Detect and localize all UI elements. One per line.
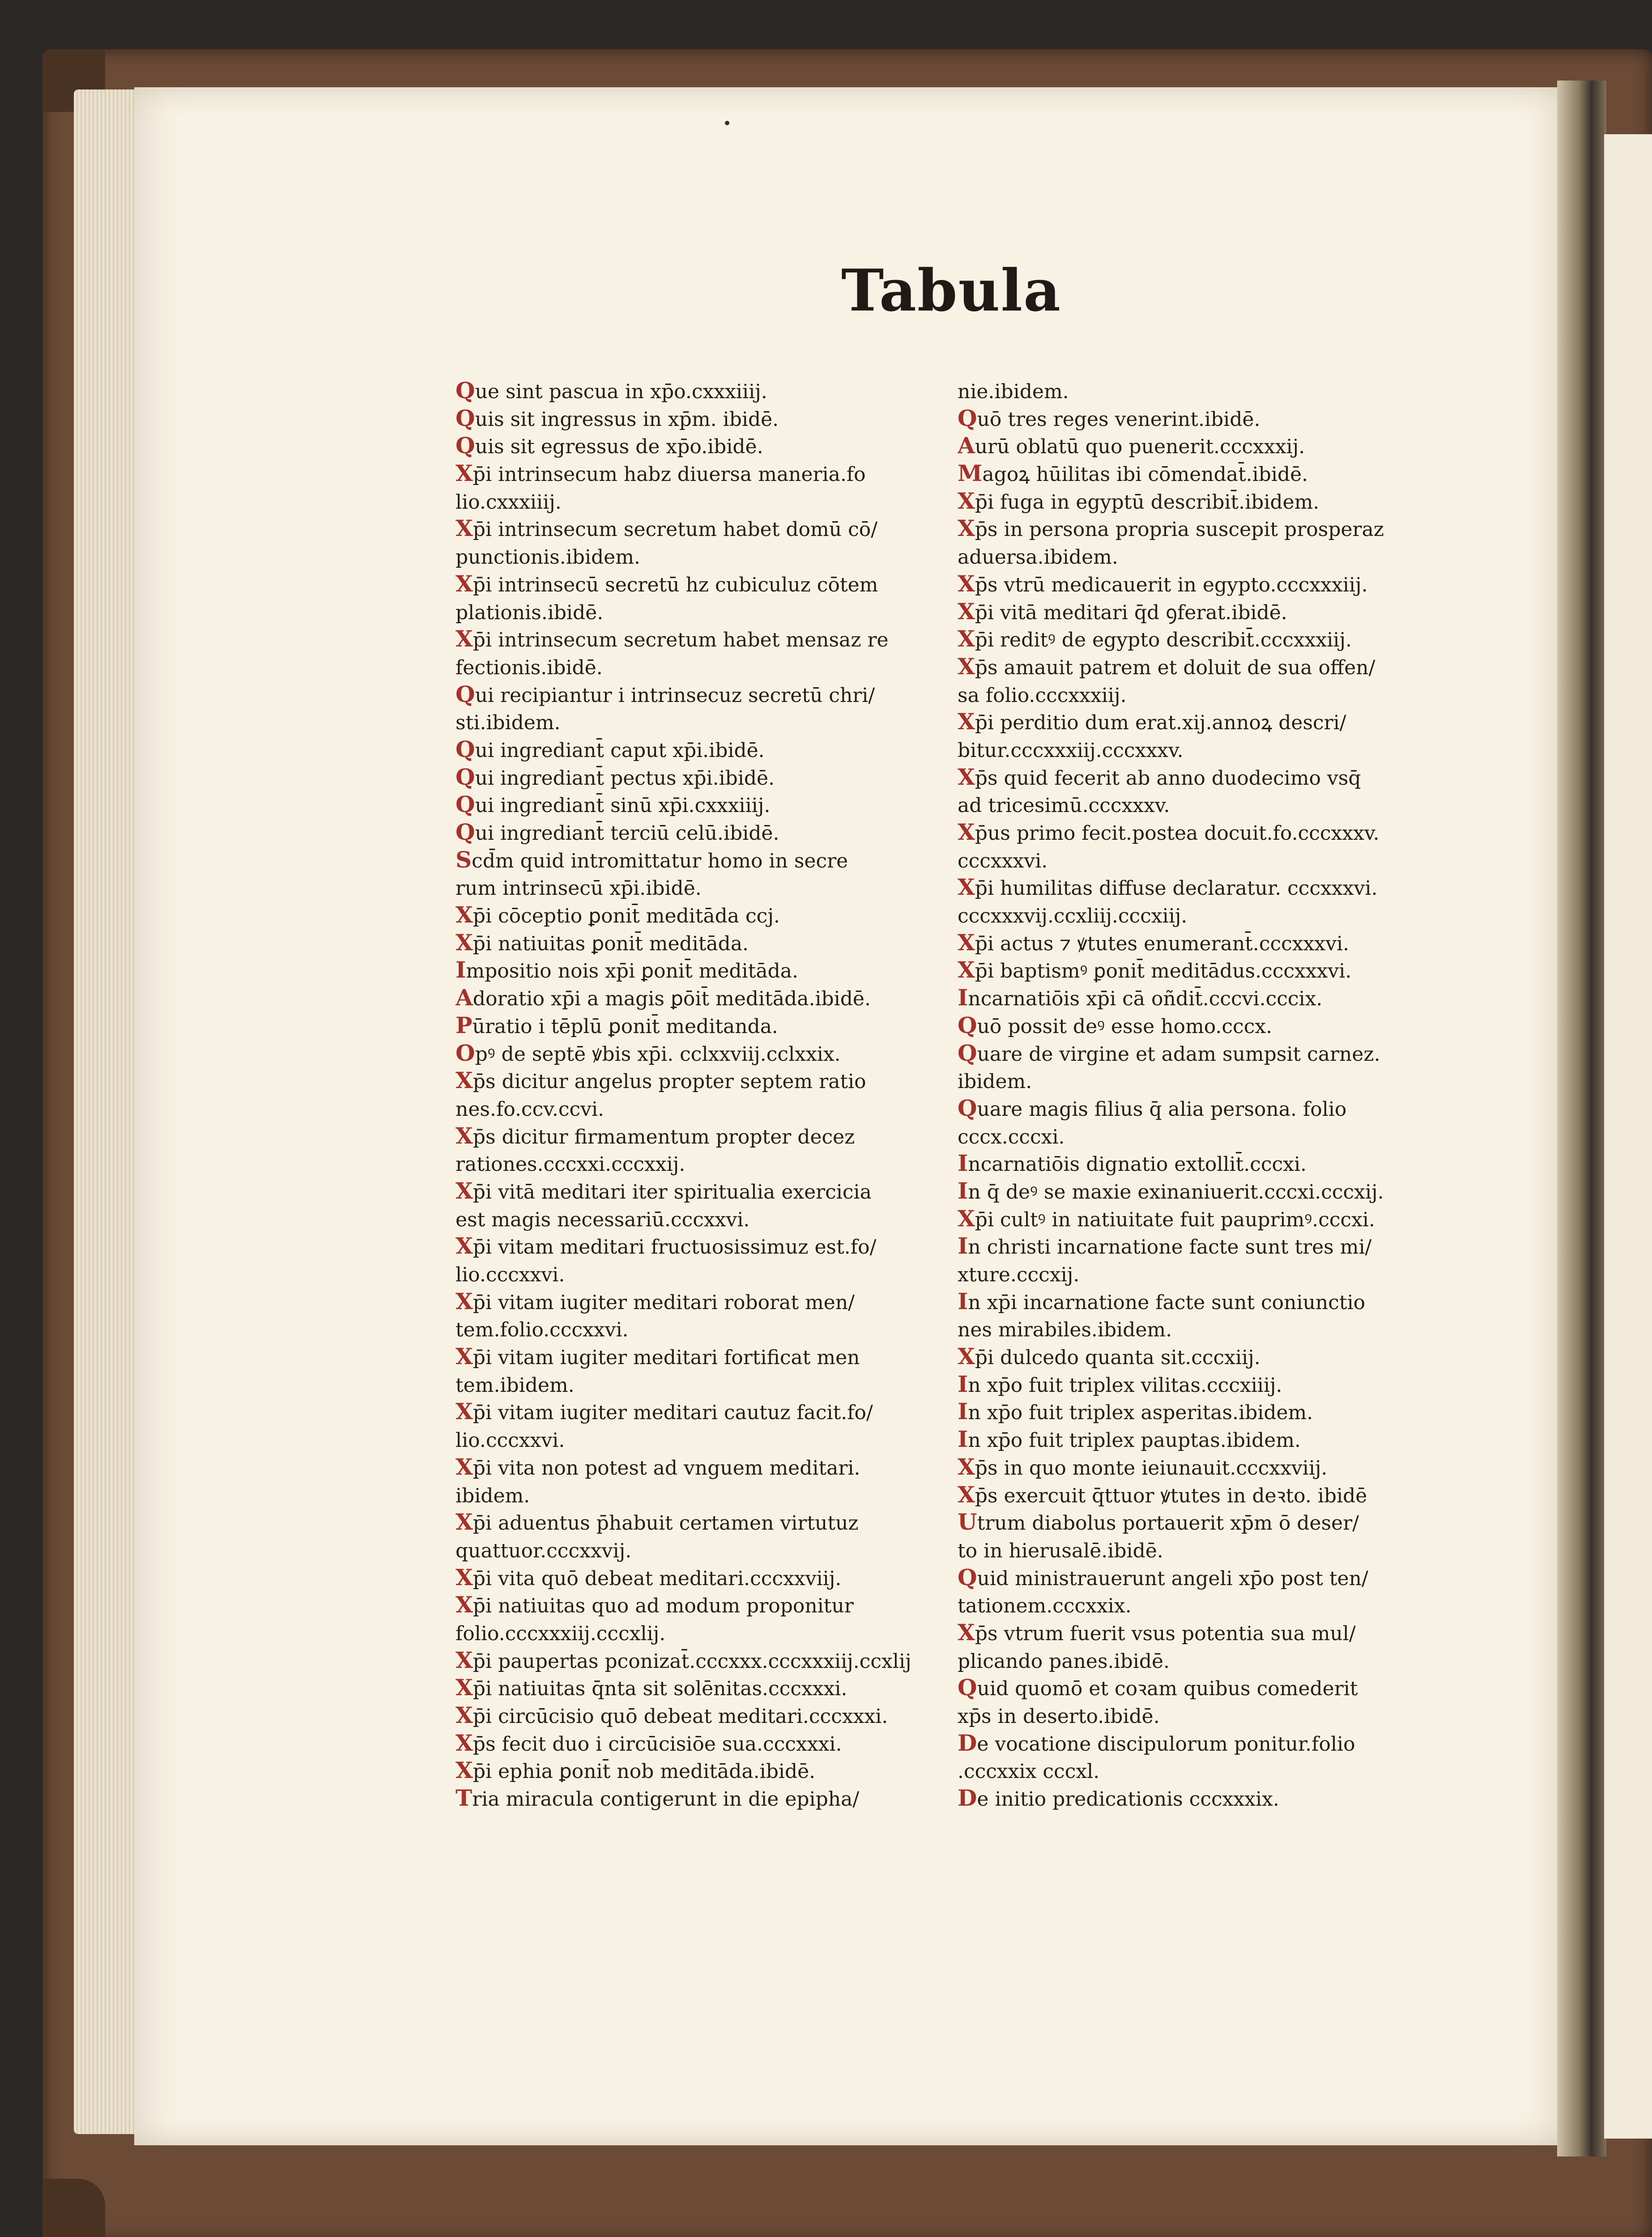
page-edges xyxy=(74,89,141,2134)
rubricated-initial: X xyxy=(456,1757,473,1784)
rubricated-initial: A xyxy=(958,432,975,459)
entry-text: lio.cccxxvi. xyxy=(456,1263,565,1286)
index-entry-line xyxy=(456,901,930,929)
index-entry-line xyxy=(456,1619,930,1646)
rubricated-initial: I xyxy=(958,1426,968,1453)
rubricated-initial: X xyxy=(456,902,473,928)
entry-text: uare de virgine et adam sumpsit carnez. xyxy=(977,1042,1380,1066)
index-entry-line xyxy=(958,873,1432,901)
entry-text: p̄s in quo monte ieiunauit.cccxxviij. xyxy=(975,1456,1328,1480)
entry-text: .cccxxix cccxl. xyxy=(958,1760,1100,1783)
entry-text: ad tricesimū.cccxxxv. xyxy=(958,794,1170,817)
rubricated-initial: X xyxy=(958,819,975,845)
rubricated-initial: Q xyxy=(456,377,475,404)
entry-text: p̄i humilitas diffuse declaratur. cccxxxvi. xyxy=(975,877,1378,900)
rubricated-initial: X xyxy=(958,625,975,652)
rubricated-initial: X xyxy=(456,1177,473,1204)
rubricated-initial: I xyxy=(958,1177,968,1204)
rubricated-initial: X xyxy=(456,1067,473,1094)
entry-text: p̄i intrinsecum habz diuersa maneria.fo xyxy=(473,463,866,486)
entry-text: fectionis.ibidē. xyxy=(456,656,603,679)
index-entry-line xyxy=(456,708,930,736)
rubricated-initial: X xyxy=(456,1702,473,1728)
index-entry-line xyxy=(456,1288,930,1315)
entry-text: uis sit ingressus in xp̄m. ibidē. xyxy=(475,408,779,431)
entry-text: p̄i dulcedo quanta sit.cccxiij. xyxy=(975,1346,1260,1369)
index-entry-line xyxy=(456,680,930,708)
rubricated-initial: X xyxy=(958,570,975,597)
entry-text: ncarnatiōis xp̄i cā oñdit̄.cccvi.cccix. xyxy=(968,987,1323,1011)
entry-text: est magis necessariū.cccxxvi. xyxy=(456,1208,750,1231)
index-entry-line xyxy=(958,1591,1432,1619)
entry-text: tem.folio.cccxxvi. xyxy=(456,1318,629,1342)
entry-text: e initio predicationis cccxxxix. xyxy=(977,1788,1279,1811)
index-entry-line xyxy=(456,1481,930,1509)
entry-text: mpositio nois xp̄i ꝑonit̄ meditāda. xyxy=(466,960,798,983)
entry-text: p̄i vita non potest ad vnguem meditari. xyxy=(473,1456,860,1480)
entry-text: uō tres reges venerint.ibidē. xyxy=(977,408,1260,431)
rubricated-initial: Q xyxy=(958,404,977,431)
rubricated-initial: M xyxy=(958,460,983,487)
entry-text: p̄i natiuitas ꝑonit̄ meditāda. xyxy=(473,932,749,955)
entry-text: doratio xp̄i a magis ꝑōit̄ meditāda.ibidē. xyxy=(473,987,871,1011)
entry-text: p̄s vtrū medicauerit in egypto.cccxxxiij. xyxy=(975,573,1368,596)
rubricated-initial: X xyxy=(958,1481,975,1508)
entry-text: sti.ibidem. xyxy=(456,711,561,735)
index-entry-line xyxy=(958,956,1432,984)
rubricated-initial: X xyxy=(456,1674,473,1701)
entry-text: p̄i aduentus p̄habuit certamen virtutuz xyxy=(473,1512,859,1535)
entry-text: ibidem. xyxy=(456,1484,530,1507)
entry-text: cccxxxvij.ccxliij.cccxiij. xyxy=(958,905,1188,928)
entry-text: ui ingrediant̄ terciū celū.ibidē. xyxy=(475,822,779,845)
entry-text: quattuor.cccxxvij. xyxy=(456,1539,632,1562)
index-entry-line xyxy=(456,1398,930,1425)
entry-text: p̄i baptismꝰ ꝑonit̄ meditādus.cccxxxvi. xyxy=(975,960,1352,983)
entry-text: p̄s amauit patrem et doluit de sua offen/ xyxy=(975,656,1375,679)
rubricated-initial: Q xyxy=(456,432,475,459)
entry-text: ūratio i tēplū ꝑonit̄ meditanda. xyxy=(472,1015,778,1038)
index-entry-line xyxy=(958,432,1432,459)
index-entry-line xyxy=(958,1536,1432,1564)
index-entry-line xyxy=(958,625,1432,653)
index-entry-line xyxy=(958,1756,1432,1784)
rubricated-initial: U xyxy=(958,1509,977,1535)
entry-text: ui ingrediant̄ pectus xp̄i.ibidē. xyxy=(475,766,775,790)
index-entry-line xyxy=(456,1149,930,1177)
rubricated-initial: X xyxy=(958,1343,975,1370)
entry-text: to in hierusalē.ibidē. xyxy=(958,1539,1163,1562)
entry-text: p̄s quid fecerit ab anno duodecimo vsq̄ xyxy=(975,766,1361,790)
rubricated-initial: T xyxy=(456,1785,473,1812)
index-entry-line xyxy=(958,1288,1432,1315)
index-entry-line xyxy=(456,487,930,515)
rubricated-initial: I xyxy=(456,957,466,983)
index-entry-line xyxy=(958,459,1432,487)
index-entry-line xyxy=(958,1260,1432,1288)
entry-text: p̄us primo fecit.postea docuit.fo.cccxxxv. xyxy=(975,822,1380,845)
index-entry-line xyxy=(958,1122,1432,1150)
rubricated-initial: Q xyxy=(456,763,475,790)
entry-text: n q̄ deꝰ se maxie exinaniuerit.cccxi.cccxij. xyxy=(968,1180,1384,1204)
entry-text: folio.cccxxxiij.cccxlij. xyxy=(456,1622,666,1645)
entry-text: n xp̄i incarnatione facte sunt coniunctio xyxy=(968,1291,1366,1314)
entry-text: p̄i paupertas pconizat̄.cccxxx.cccxxxiij.ccxlij xyxy=(473,1650,911,1673)
entry-text: tem.ibidem. xyxy=(456,1374,575,1397)
index-entry-line xyxy=(456,542,930,570)
entry-text: punctionis.ibidem. xyxy=(456,546,640,569)
index-entry-line xyxy=(456,625,930,653)
index-entry-line xyxy=(456,1729,930,1757)
index-entry-line xyxy=(958,1315,1432,1343)
index-entry-line xyxy=(456,1370,930,1398)
rubricated-initial: I xyxy=(958,1370,968,1397)
index-entry-line xyxy=(456,1232,930,1260)
book-gutter xyxy=(1557,81,1606,2156)
index-entry-line xyxy=(456,984,930,1012)
entry-text: ui ingrediant̄ caput xp̄i.ibidē. xyxy=(475,739,765,762)
index-entry-line xyxy=(958,1784,1432,1812)
entry-text: agoꝝ hūilitas ibi cōmendat̄.ibidē. xyxy=(982,463,1308,486)
index-entry-line xyxy=(456,1646,930,1674)
index-entry-line xyxy=(958,791,1432,818)
index-entry-line xyxy=(456,1425,930,1453)
rubricated-initial: X xyxy=(456,1591,473,1618)
rubricated-initial: X xyxy=(958,487,975,514)
entry-text: nes mirabiles.ibidem. xyxy=(958,1318,1172,1342)
index-entry-line xyxy=(958,487,1432,515)
index-entry-line xyxy=(456,515,930,542)
entry-text: p̄i ephia ꝑonit̄ nob meditāda.ibidē. xyxy=(473,1760,816,1783)
index-entry-line xyxy=(456,1536,930,1564)
entry-text: lio.cxxxiiij. xyxy=(456,490,562,514)
rubricated-initial: X xyxy=(456,515,473,542)
entry-text: e vocatione discipulorum ponitur.folio xyxy=(977,1732,1355,1756)
entry-text: ria miracula contigerunt in die epipha/ xyxy=(472,1788,860,1811)
index-entry-line xyxy=(456,1177,930,1205)
entry-text: p̄i vitā meditari iter spiritualia exercicia xyxy=(473,1180,872,1204)
index-entry-line xyxy=(456,1508,930,1536)
rubricated-initial: X xyxy=(456,1343,473,1370)
index-entry-line xyxy=(456,736,930,763)
entry-text: p̄i vitam iugiter meditari fortificat men xyxy=(473,1346,860,1369)
index-entry-line xyxy=(456,791,930,818)
entry-text: p̄i natiuitas q̄nta sit solēnitas.cccxxxi. xyxy=(473,1677,847,1701)
rubricated-initial: Q xyxy=(456,404,475,431)
entry-text: uid quomō et coꝛam quibus comederit xyxy=(977,1677,1358,1701)
index-entry-line xyxy=(958,818,1432,846)
entry-text: rationes.cccxxi.cccxxij. xyxy=(456,1153,685,1176)
entry-text: p̄s fecit duo i circūcisiōe sua.cccxxxi. xyxy=(473,1732,842,1756)
index-entry-line xyxy=(456,1453,930,1481)
rubricated-initial: I xyxy=(958,1288,968,1314)
rubricated-initial: X xyxy=(958,1453,975,1480)
entry-text: p̄i cōceptio ꝑonit̄ meditāda ccj. xyxy=(473,905,780,928)
index-entry-line xyxy=(958,1425,1432,1453)
entry-text: rum intrinsecū xp̄i.ibidē. xyxy=(456,877,702,900)
index-entry-line xyxy=(456,377,930,404)
index-entry-line xyxy=(958,901,1432,929)
index-entry-line xyxy=(456,763,930,791)
index-entry-line xyxy=(456,1756,930,1784)
index-entry-line xyxy=(958,1343,1432,1370)
index-entry-line xyxy=(958,1094,1432,1122)
index-entry-line xyxy=(456,818,930,846)
entry-text: uid ministrauerunt angeli xp̄o post ten/ xyxy=(977,1567,1368,1590)
index-entry-line xyxy=(958,1564,1432,1591)
index-entry-line xyxy=(456,432,930,459)
entry-text: p̄i perditio dum erat.xij.annoꝝ descri/ xyxy=(975,711,1346,735)
index-entry-line xyxy=(456,1012,930,1039)
index-entry-line xyxy=(958,1370,1432,1398)
rubricated-initial: I xyxy=(958,984,968,1011)
entry-text: xp̄s in deserto.ibidē. xyxy=(958,1705,1160,1728)
index-entry-line xyxy=(456,1591,930,1619)
entry-text: ui recipiantur i intrinsecuz secretū chri/ xyxy=(475,684,875,707)
rubricated-initial: Q xyxy=(456,736,475,762)
rubricated-initial: X xyxy=(958,763,975,790)
index-entry-line xyxy=(456,1674,930,1701)
entry-text: p̄s vtrum fuerit vsus potentia sua mul/ xyxy=(975,1622,1356,1645)
index-column-left xyxy=(456,377,930,1812)
index-entry-line xyxy=(456,929,930,957)
entry-text: aduersa.ibidem. xyxy=(958,546,1118,569)
rubricated-initial: X xyxy=(456,1729,473,1756)
rubricated-initial: Q xyxy=(958,1094,977,1121)
rubricated-initial: X xyxy=(456,1453,473,1480)
index-entry-line xyxy=(456,1094,930,1122)
rubricated-initial: Q xyxy=(958,1012,977,1038)
rubricated-initial: X xyxy=(958,929,975,956)
entry-text: p̄i intrinsecum secretum habet mensaz re xyxy=(473,629,889,652)
rubricated-initial: I xyxy=(958,1233,968,1259)
entry-text: p̄i actus ⁊ ꝟtutes enumerant̄.cccxxxvi. xyxy=(975,932,1350,955)
rubricated-initial: Q xyxy=(456,819,475,845)
index-entry-line xyxy=(456,1067,930,1094)
entry-text: cd̄m quid intromittatur homo in secre xyxy=(472,849,848,872)
rubricated-initial: X xyxy=(456,1509,473,1535)
rubricated-initial: Q xyxy=(958,1674,977,1701)
index-entry-line xyxy=(958,1481,1432,1509)
index-entry-line xyxy=(456,1784,930,1812)
index-entry-line xyxy=(958,1729,1432,1757)
index-entry-line xyxy=(958,1701,1432,1729)
index-entry-line xyxy=(456,873,930,901)
entry-text: plicando panes.ibidē. xyxy=(958,1650,1170,1673)
index-entry-line xyxy=(958,1039,1432,1067)
index-entry-line xyxy=(958,515,1432,542)
rubricated-initial: X xyxy=(958,598,975,625)
entry-text: p̄i vita quō debeat meditari.cccxxviij. xyxy=(473,1567,842,1590)
entry-text: n christi incarnatione facte sunt tres mi/ xyxy=(968,1236,1372,1259)
index-entry-line xyxy=(456,570,930,598)
entry-text: p̄i reditꝰ de egypto describit̄.cccxxxiij. xyxy=(975,629,1352,652)
entry-text: trum diabolus portauerit xp̄m ō deser/ xyxy=(977,1512,1359,1535)
page-title: Tabula xyxy=(841,257,1062,324)
rubricated-initial: X xyxy=(456,1233,473,1259)
index-entry-line xyxy=(958,708,1432,736)
entry-text: p̄i natiuitas quo ad modum proponitur xyxy=(473,1595,854,1618)
rubricated-initial: O xyxy=(456,1039,475,1066)
index-entry-line xyxy=(456,1564,930,1591)
entry-text: p̄s dicitur angelus propter septem ratio xyxy=(473,1070,866,1093)
index-entry-line xyxy=(958,984,1432,1012)
entry-text: nes.fo.ccv.ccvi. xyxy=(456,1097,605,1121)
entry-text: ui ingrediant̄ sinū xp̄i.cxxxiiij. xyxy=(475,794,771,817)
entry-text: uare magis filius q̄ alia persona. folio xyxy=(977,1097,1347,1121)
index-entry-line xyxy=(958,404,1432,432)
rubricated-initial: X xyxy=(456,625,473,652)
entry-text: n xp̄o fuit triplex asperitas.ibidem. xyxy=(968,1401,1313,1425)
index-entry-line xyxy=(958,653,1432,680)
entry-text: xture.cccxij. xyxy=(958,1263,1080,1286)
entry-text: p̄i vitam iugiter meditari cautuz facit.fo/ xyxy=(473,1401,873,1425)
index-entry-line xyxy=(456,1122,930,1150)
index-entry-line xyxy=(958,1067,1432,1094)
index-entry-line xyxy=(456,1701,930,1729)
index-entry-line xyxy=(958,1149,1432,1177)
index-entry-line xyxy=(456,846,930,874)
entry-text: p̄s dicitur firmamentum propter decez xyxy=(473,1125,855,1148)
index-entry-line xyxy=(456,653,930,680)
facing-page-edge xyxy=(1604,134,1652,2139)
rubricated-initial: Q xyxy=(958,1564,977,1591)
rubricated-initial: X xyxy=(456,570,473,597)
entry-text: n xp̄o fuit triplex vilitas.cccxiiij. xyxy=(968,1374,1282,1397)
rubricated-initial: X xyxy=(958,653,975,680)
entry-text: urū oblatū quo puenerit.cccxxxij. xyxy=(975,435,1305,459)
rubricated-initial: X xyxy=(456,1122,473,1149)
entry-text: p̄i intrinsecum secretum habet domū cō/ xyxy=(473,518,878,541)
rubricated-initial: P xyxy=(456,1012,473,1038)
index-entry-line xyxy=(958,377,1432,404)
rubricated-initial: X xyxy=(958,708,975,735)
rubricated-initial: X xyxy=(456,460,473,487)
index-entry-line xyxy=(456,956,930,984)
rubricated-initial: X xyxy=(958,1205,975,1232)
index-entry-line xyxy=(958,929,1432,957)
paper-speck xyxy=(725,121,729,125)
entry-text: p̄i circūcisio quō debeat meditari.cccxxxi. xyxy=(473,1705,888,1728)
rubricated-initial: Q xyxy=(958,1039,977,1066)
cover-corner-bottom-left xyxy=(43,2179,105,2237)
entry-text: sa folio.cccxxxiij. xyxy=(958,684,1127,707)
rubricated-initial: Q xyxy=(456,680,475,707)
entry-text: p̄i vitā meditari q̄d ꝯferat.ibidē. xyxy=(975,601,1287,624)
rubricated-initial: D xyxy=(958,1785,977,1812)
index-entry-line xyxy=(958,570,1432,598)
index-entry-line xyxy=(456,598,930,625)
rubricated-initial: X xyxy=(958,874,975,901)
entry-text: cccx.cccxi. xyxy=(958,1125,1065,1148)
index-entry-line xyxy=(958,1205,1432,1233)
index-entry-line xyxy=(958,680,1432,708)
entry-text: pꝰ de septē ꝟbis xp̄i. cclxxviij.cclxxix. xyxy=(475,1042,841,1066)
index-entry-line xyxy=(958,598,1432,625)
index-entry-line xyxy=(958,542,1432,570)
rubricated-initial: A xyxy=(456,984,473,1011)
rubricated-initial: D xyxy=(958,1729,977,1756)
rubricated-initial: X xyxy=(456,929,473,956)
index-entry-line xyxy=(958,846,1432,874)
index-entry-line xyxy=(456,1205,930,1233)
entry-text: uō possit deꝰ esse homo.cccx. xyxy=(977,1015,1273,1038)
rubricated-initial: Q xyxy=(456,791,475,818)
entry-text: p̄i vitam iugiter meditari roborat men/ xyxy=(473,1291,855,1314)
entry-text: p̄i intrinsecū secretū hz cubiculuz cōtem xyxy=(473,573,878,596)
entry-text: p̄s exercuit q̄ttuor ꝟtutes in deꝛto. ibidē xyxy=(975,1484,1367,1507)
index-entry-line xyxy=(958,1619,1432,1646)
index-entry-line xyxy=(456,1039,930,1067)
entry-text: ibidem. xyxy=(958,1070,1032,1093)
index-entry-line xyxy=(456,1343,930,1370)
index-entry-line xyxy=(456,404,930,432)
index-entry-line xyxy=(958,1508,1432,1536)
entry-text: p̄i fuga in egyptū describit̄.ibidem. xyxy=(975,490,1320,514)
entry-text: nie.ibidem. xyxy=(958,380,1069,403)
rubricated-initial: X xyxy=(456,1288,473,1314)
index-entry-line xyxy=(958,736,1432,763)
entry-text: lio.cccxxvi. xyxy=(456,1429,565,1452)
rubricated-initial: I xyxy=(958,1150,968,1177)
index-entry-line xyxy=(958,1232,1432,1260)
rubricated-initial: X xyxy=(456,1398,473,1425)
rubricated-initial: S xyxy=(456,846,472,873)
entry-text: p̄i vitam meditari fructuosissimuz est.fo/ xyxy=(473,1236,877,1259)
index-entry-line xyxy=(456,1260,930,1288)
entry-text: ue sint pascua in xp̄o.cxxxiiij. xyxy=(475,380,767,403)
rubricated-initial: X xyxy=(456,1564,473,1591)
rubricated-initial: X xyxy=(958,1619,975,1646)
entry-text: bitur.cccxxxiij.cccxxxv. xyxy=(958,739,1184,762)
rubricated-initial: X xyxy=(958,515,975,542)
entry-text: p̄i cultꝰ in natiuitate fuit pauprimꝰ.cccxi. xyxy=(975,1208,1375,1231)
index-entry-line xyxy=(958,1453,1432,1481)
index-column-right xyxy=(958,377,1432,1812)
index-entry-line xyxy=(958,1674,1432,1701)
rubricated-initial: I xyxy=(958,1398,968,1425)
entry-text: p̄s in persona propria suscepit prosperaz xyxy=(975,518,1384,541)
entry-text: uis sit egressus de xp̄o.ibidē. xyxy=(475,435,763,459)
entry-text: ncarnatiōis dignatio extollit̄.cccxi. xyxy=(968,1153,1307,1176)
entry-text: n xp̄o fuit triplex pauptas.ibidem. xyxy=(968,1429,1301,1452)
entry-text: tationem.cccxxix. xyxy=(958,1595,1132,1618)
index-entry-line xyxy=(958,1177,1432,1205)
index-entry-line xyxy=(958,1646,1432,1674)
entry-text: plationis.ibidē. xyxy=(456,601,604,624)
index-entry-line xyxy=(958,1012,1432,1039)
rubricated-initial: X xyxy=(456,1646,473,1673)
index-entry-line xyxy=(958,763,1432,791)
index-entry-line xyxy=(456,1315,930,1343)
index-entry-line xyxy=(456,459,930,487)
entry-text: cccxxxvi. xyxy=(958,849,1048,872)
index-entry-line xyxy=(958,1398,1432,1425)
rubricated-initial: X xyxy=(958,957,975,983)
